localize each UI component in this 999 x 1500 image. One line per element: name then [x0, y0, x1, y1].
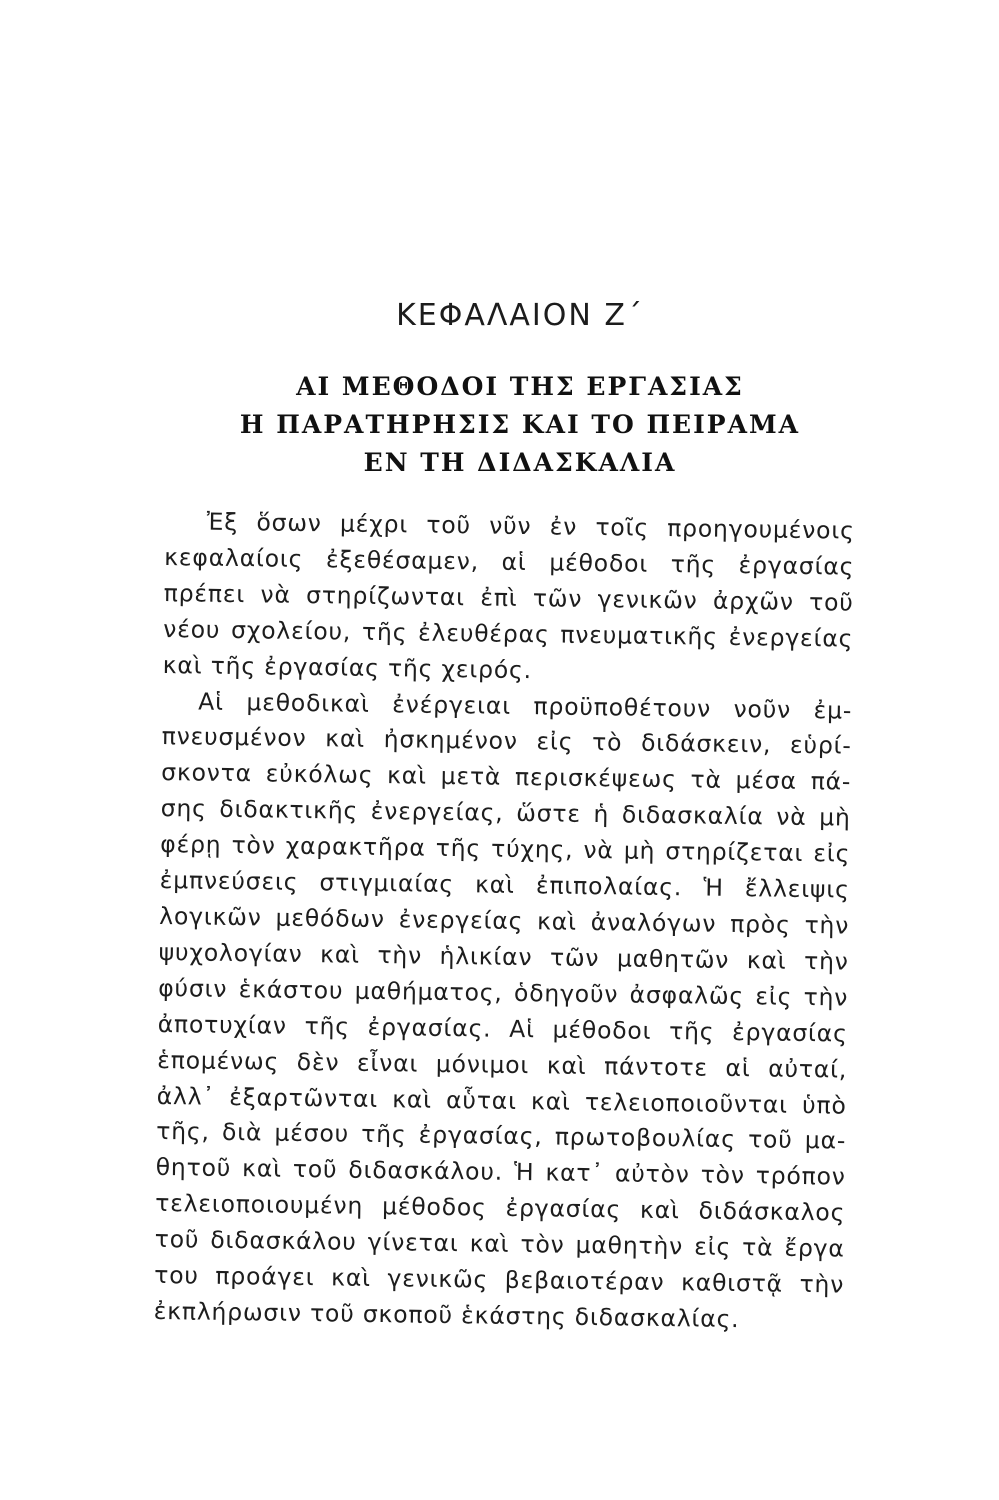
- text-line: καὶ τῆς ἐργασίας τῆς χειρός.: [162, 650, 533, 684]
- text-line: ἀποτυχίαν τῆς ἐργασίας. Αἱ μέθοδοι τῆς ἐργασίας: [157, 1009, 848, 1048]
- text-line: νέου σχολείου, τῆς ἐλευθέρας πνευματικῆς ἐνεργείας: [163, 614, 854, 653]
- text-line: σκοντα εὐκόλως καὶ μετὰ περισκέψεως τὰ μέσα πά-: [161, 758, 852, 796]
- text-line: θητοῦ καὶ τοῦ διδασκάλου. Ἡ κατ᾽ αὐτὸν τὸν τρόπον: [155, 1153, 846, 1191]
- body-text: [153, 504, 854, 1339]
- text-line: σης διδακτικῆς ἐνεργείας, ὥστε ἡ διδασκαλία νὰ μὴ: [160, 794, 851, 832]
- text-line: λογικῶν μεθόδων ἐνεργείας καὶ ἀναλόγων πρὸς τὴν: [159, 901, 850, 940]
- chapter-label: ΚΕΦΑΛΑΙΟΝ Ζ΄: [396, 298, 644, 333]
- chapter-title-line: Η ΠΑΡΑΤΗΡΗΣΙΣ ΚΑΙ ΤΟ ΠΕΙΡΑΜΑ: [239, 410, 801, 439]
- text-line: κεφαλαίοις ἐξεθέσαμεν, αἱ μέθοδοι τῆς ἐργασίας: [164, 542, 855, 581]
- text-line: ἀλλ᾽ ἐξαρτῶνται καὶ αὗται καὶ τελειοποιοῦνται ὑπὸ: [156, 1081, 847, 1120]
- chapter-title: [0, 368, 999, 482]
- chapter-title-line: ΑΙ ΜΕΘΟΔΟΙ ΤΗΣ ΕΡΓΑΣΙΑΣ: [296, 372, 744, 401]
- text-line: πρέπει νὰ στηρίζωνται ἐπὶ τῶν γενικῶν ἀρχῶν τοῦ: [163, 578, 854, 617]
- text-line: τῆς, διὰ μέσου τῆς ἐργασίας, πρωτοβουλίας τοῦ μα-: [156, 1117, 847, 1155]
- text-line: τελειοποιουμένη μέθοδος ἐργασίας καὶ διδάσκαλος: [155, 1189, 846, 1227]
- text-line: Ἐξ ὅσων μέχρι τοῦ νῦν ἐν τοῖς προηγουμένοις: [206, 507, 855, 545]
- text-line: ψυχολογίαν καὶ τὴν ἡλικίαν τῶν μαθητῶν καὶ τὴν: [158, 937, 849, 976]
- paragraph-1: [162, 504, 854, 693]
- text-line: φέρῃ τὸν χαρακτῆρα τῆς τύχης, νὰ μὴ στηρίζεται εἰς: [160, 830, 851, 868]
- text-line: του προάγει καὶ γενικῶς βεβαιοτέραν καθιστᾷ τὴν: [154, 1260, 845, 1299]
- paragraph-2: [153, 684, 852, 1340]
- text-line: ἐμπνεύσεις στιγμιαίας καὶ ἐπιπολαίας. Ἡ ἔλλειψις: [159, 866, 850, 904]
- text-line: πνευσμένον καὶ ἠσκημένον εἰς τὸ διδάσκειν, εὑρί-: [161, 722, 852, 761]
- text-line: ἐκπλήρωσιν τοῦ σκοποῦ ἑκάστης διδασκαλίας.: [153, 1296, 740, 1334]
- chapter-title-line: ΕΝ ΤΗ ΔΙΔΑΣΚΑΛΙΑ: [363, 448, 677, 477]
- text-line: φύσιν ἑκάστου μαθήματος, ὁδηγοῦν ἀσφαλῶς εἰς τὴν: [158, 973, 849, 1012]
- text-line: ἑπομένως δὲν εἶναι μόνιμοι καὶ πάντοτε αἱ αὐταί,: [157, 1045, 848, 1084]
- text-line: τοῦ διδασκάλου γίνεται καὶ τὸν μαθητὴν εἰς τὰ ἔργα: [154, 1225, 845, 1263]
- text-line: Αἱ μεθοδικαὶ ἐνέργειαι προϋποθέτουν νοῦν ἐμ-: [198, 687, 853, 725]
